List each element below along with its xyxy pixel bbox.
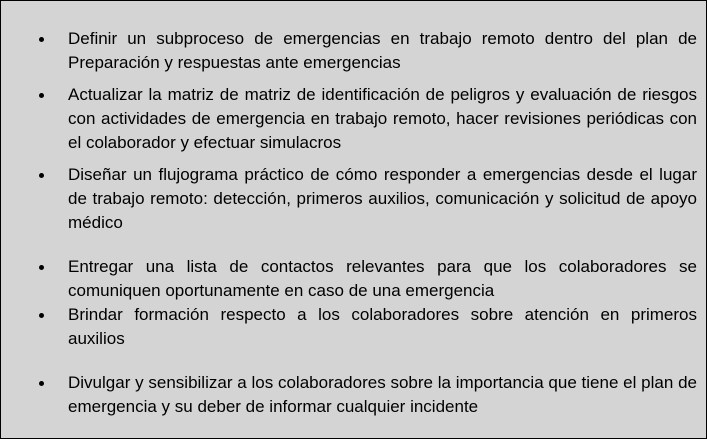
bullet-icon [39,265,44,270]
bullet-icon [39,313,44,318]
list-item [1,83,706,155]
list-item [1,27,706,75]
list-item-text: Entregar una lista de contactos relevantes para que los colaboradores se comuniquen oportunamente en caso de una emergencia [68,257,697,300]
bullet-icon [39,37,44,42]
list-item-text: Actualizar la matriz de matriz de identificación de peligros y evaluación de riesgos con actividades de emergencia en trabajo remoto, hacer revisiones periódicas con el colaborador y efectuar simulacros [68,85,697,152]
bullet-icon [39,173,44,178]
list-item [1,163,706,235]
list-item-text: Divulgar y sensibilizar a los colaboradores sobre la importancia que tiene el plan de emergencia y su deber de informar cualquier incidente [68,373,697,416]
bullet-icon [39,381,44,386]
list-item-text: Brindar formación respecto a los colaboradores sobre atención en primeros auxilios [68,305,697,348]
list-item [1,255,706,303]
list-item-text: Definir un subproceso de emergencias en trabajo remoto dentro del plan de Preparación y respuestas ante emergencias [68,29,697,72]
list-item [1,303,706,351]
bullet-icon [39,93,44,98]
list-item [1,371,706,419]
list-item-text: Diseñar un flujograma práctico de cómo responder a emergencias desde el lugar de trabajo remoto: detección, primeros auxilios, comunicación y solicitud de apoyo médico [68,165,697,232]
bullet-list [1,27,706,419]
